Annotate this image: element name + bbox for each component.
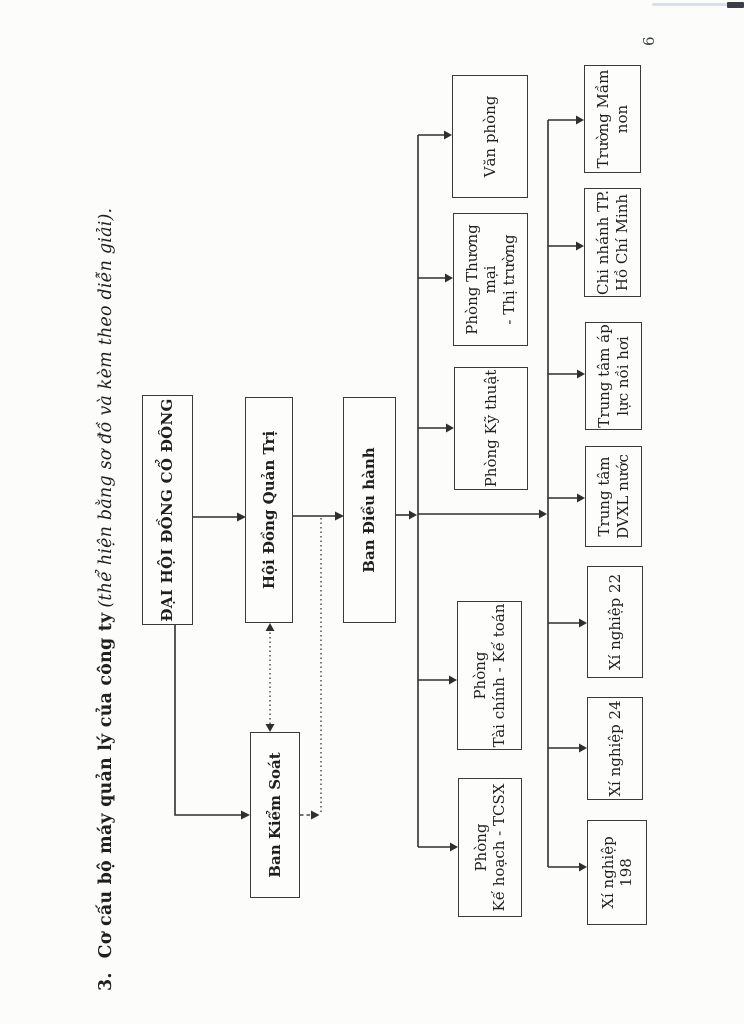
org-node-chi-nhanh-hcm [584, 188, 641, 297]
org-node-label: Hội Đồng Quản Trị [259, 430, 278, 590]
org-node-trung-tam-dvxl [585, 446, 642, 547]
org-node-xi-nghiep-198 [587, 820, 647, 925]
heading-note: (thể hiện bằng sơ đồ và kèm theo diễn giải). [96, 207, 116, 608]
org-node-label: Trung tâm áp lực nồi hơi [595, 324, 632, 428]
page-number: 6 [640, 36, 658, 46]
org-node-label: Ban Kiểm Soát [265, 752, 284, 878]
org-node-xi-nghiep-22 [587, 566, 643, 678]
org-node-phong-ke-hoach [458, 778, 522, 917]
org-node-phong-tai-chinh [457, 601, 522, 750]
org-node-label: ĐẠI HỘI ĐỒNG CỔ ĐÔNG [158, 398, 177, 622]
org-node-hoi-dong-quan-tri [245, 397, 293, 623]
org-node-phong-ky-thuat [454, 367, 528, 490]
org-node-label: Xí nghiệp 24 [605, 700, 624, 797]
org-node-van-phong [452, 75, 528, 198]
scan-artifact-light-streak [652, 3, 732, 6]
org-node-label: Văn phòng [480, 95, 499, 178]
org-node-label: Trường Mầm non [594, 69, 631, 169]
org-node-label: Phòng Thương mại - Thị trường [463, 224, 518, 335]
org-node-label: Chi nhánh TP. Hồ Chí Minh [594, 190, 631, 295]
org-node-trung-tam-ap-luc [585, 322, 642, 430]
org-node-label: Trung tâm DVXL nước [595, 454, 632, 539]
org-node-label: Phòng Kỹ thuật [481, 369, 500, 488]
org-node-phong-thuong-mai [453, 213, 528, 346]
org-node-truong-mam-non [584, 65, 641, 173]
org-node-label: Phòng Kế hoạch - TCSX [471, 783, 508, 912]
org-node-label: Xí nghiệp 22 [605, 573, 624, 671]
org-node-ban-kiem-soat [250, 732, 300, 898]
heading-index: 3. [96, 972, 116, 991]
org-node-label: Phòng Tài chính - Kế toán [471, 603, 508, 748]
org-node-xi-nghiep-24 [587, 697, 643, 800]
scan-artifact-dark-mark [727, 2, 744, 8]
org-node-label: Ban Điều hành [360, 447, 379, 573]
org-node-dai-hoi-dong-co-dong [142, 395, 193, 625]
org-node-label: Xí nghiệp 198 [598, 836, 635, 909]
org-node-ban-dieu-hanh [343, 397, 396, 623]
heading-title: Cơ cấu bộ máy quản lý của công ty [96, 612, 116, 959]
